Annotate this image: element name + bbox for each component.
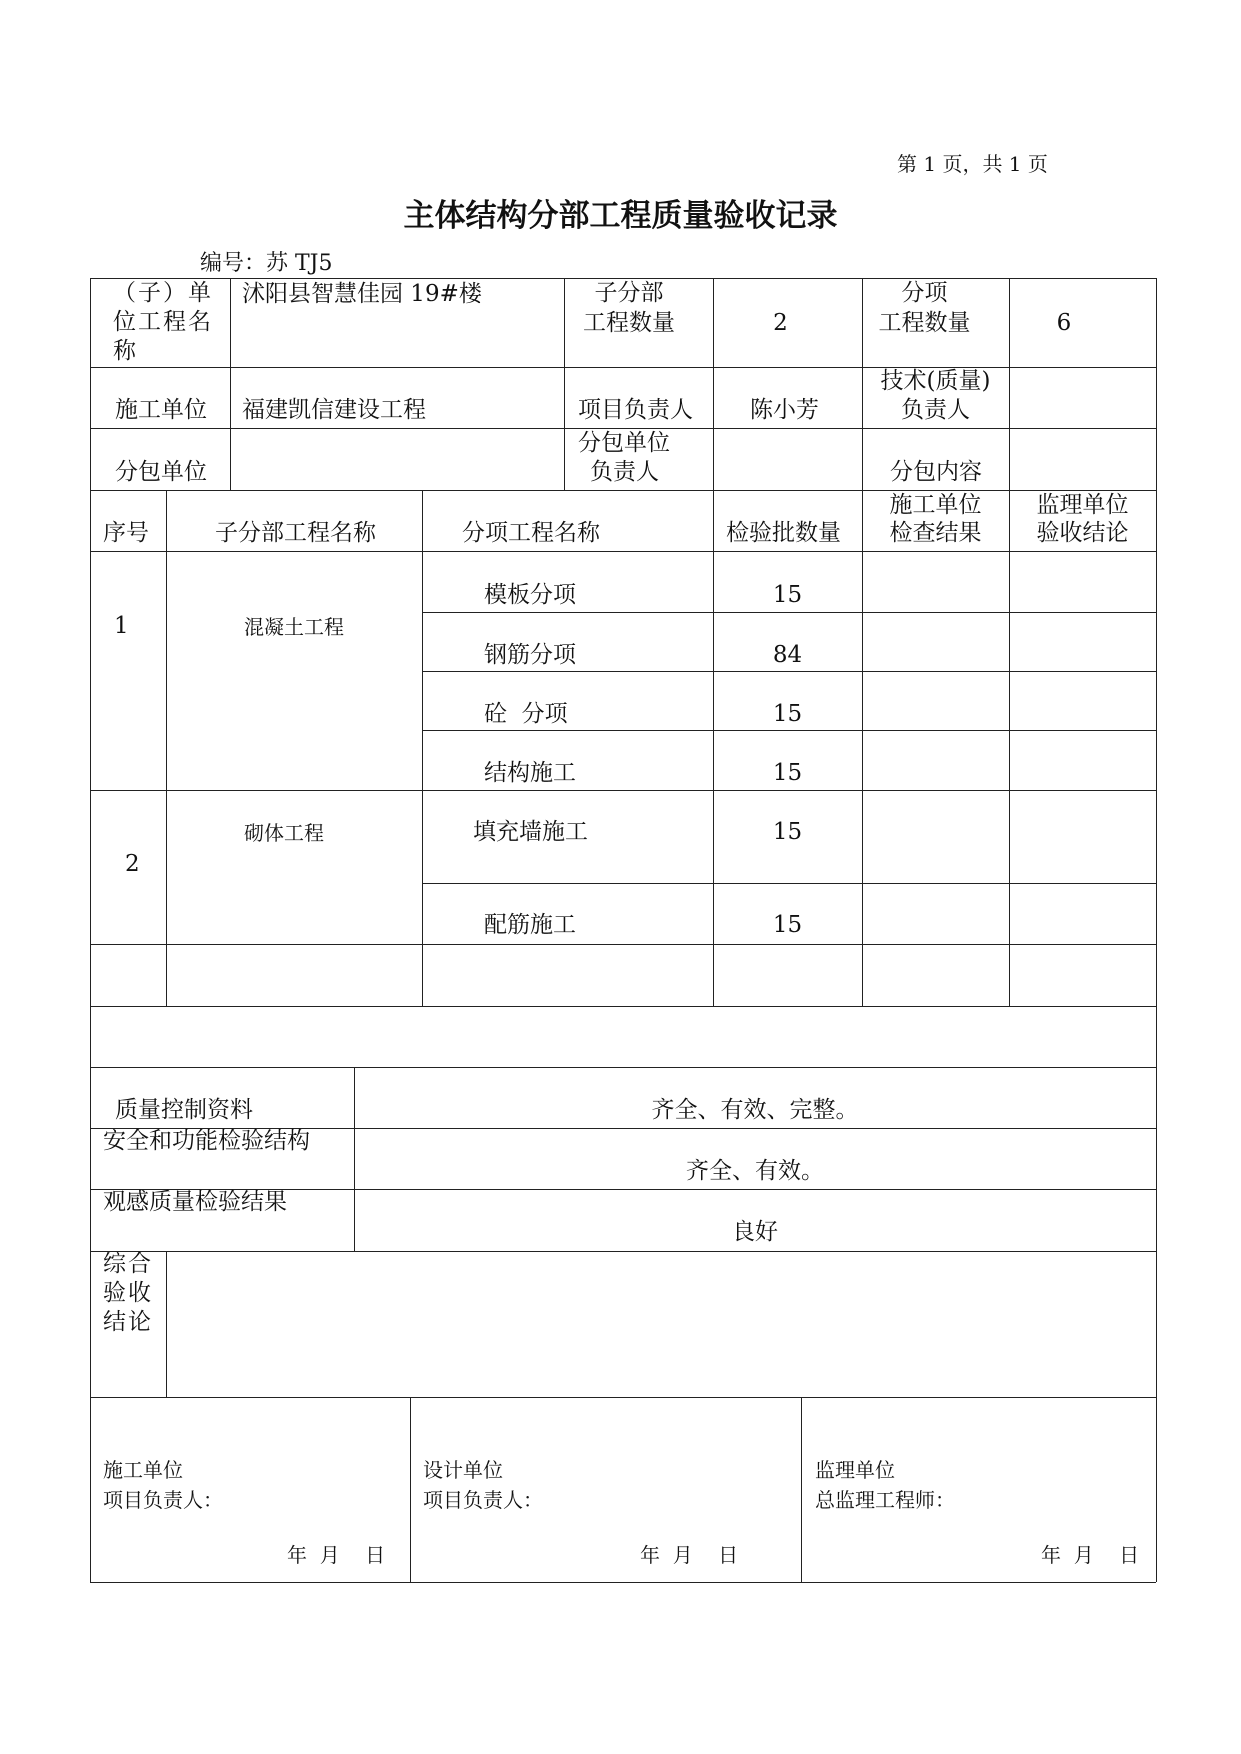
unit-name-label: （子）单位工程名称: [113, 280, 213, 364]
sub-pm-label-line1: 分包单位: [578, 430, 670, 456]
sub-content-label: 分包内容: [890, 459, 982, 485]
sub-division-name: 混凝土工程: [244, 615, 344, 639]
tech-lead-label-line2: 负责人: [901, 397, 970, 423]
item-name: 填充墙施工: [473, 819, 588, 845]
document-number: 编号：苏 TJ5: [200, 251, 333, 276]
item-name: 模板分项: [484, 582, 576, 608]
sub-pm-label-line2: 负责人: [590, 459, 659, 485]
column-header-item: 分项工程名称: [462, 520, 600, 546]
batch-count: 15: [772, 912, 803, 938]
item-count-label-line1: 分项: [901, 280, 948, 306]
project-manager-value: 陈小芳: [750, 397, 819, 423]
overall-conclusion-label: 综合验收结论: [103, 1251, 153, 1335]
tech-lead-label-line1: 技术(质量): [880, 368, 991, 394]
page-indicator: 第 1 页，共 1 页: [897, 152, 1048, 176]
item-name: 钢筋分项: [484, 642, 576, 668]
sub-division-name: 砌体工程: [244, 821, 324, 845]
signature-role: 项目负责人：: [103, 1488, 223, 1512]
item-count-value: 6: [1056, 310, 1072, 336]
signature-org: 设计单位: [423, 1458, 503, 1482]
subcontractor-label: 分包单位: [115, 459, 207, 485]
signature-date: 年 月 日: [287, 1543, 386, 1567]
batch-count: 84: [772, 642, 803, 668]
item-name: 砼 分项: [484, 701, 568, 727]
item-name: 配筋施工: [484, 912, 576, 938]
item-name: 结构施工: [484, 760, 576, 786]
perception-quality-label: 观感质量检验结果: [103, 1189, 287, 1215]
batch-count: 15: [772, 819, 803, 845]
sub-division-count-label-line1: 子分部: [594, 280, 664, 306]
quality-control-value: 齐全、有效、完整。: [651, 1097, 859, 1123]
column-header-check-line1: 施工单位: [889, 492, 982, 518]
group-number: 2: [125, 851, 140, 877]
safety-function-label: 安全和功能检验结构: [103, 1128, 310, 1154]
batch-count: 15: [772, 760, 803, 786]
perception-quality-value: 良好: [732, 1219, 778, 1245]
item-count-label-line2: 工程数量: [878, 310, 971, 336]
unit-name-value: 沭阳县智慧佳园 19#楼: [242, 281, 482, 307]
group-number: 1: [114, 613, 129, 639]
signature-org: 监理单位: [815, 1458, 895, 1482]
safety-function-value: 齐全、有效。: [686, 1158, 824, 1184]
column-header-no: 序号: [103, 520, 149, 546]
signature-date: 年 月 日: [640, 1543, 739, 1567]
column-header-sub-division: 子分部工程名称: [215, 520, 376, 546]
quality-control-label: 质量控制资料: [115, 1097, 253, 1123]
sub-division-count-label-line2: 工程数量: [583, 310, 675, 336]
project-manager-label: 项目负责人: [578, 397, 693, 423]
signature-org: 施工单位: [103, 1458, 183, 1482]
column-header-accept-line1: 监理单位: [1036, 492, 1129, 518]
page-title: 主体结构分部工程质量验收记录: [403, 198, 838, 234]
batch-count: 15: [772, 701, 803, 727]
signature-role: 总监理工程师：: [815, 1488, 955, 1512]
contractor-value: 福建凯信建设工程: [242, 397, 426, 423]
column-header-accept-line2: 验收结论: [1036, 520, 1129, 546]
column-header-batch-count: 检验批数量: [726, 520, 841, 546]
signature-role: 项目负责人：: [423, 1488, 543, 1512]
sub-division-count-value: 2: [773, 310, 788, 336]
column-header-check-line2: 检查结果: [889, 520, 982, 546]
signature-date: 年 月 日: [1041, 1543, 1140, 1567]
contractor-label: 施工单位: [115, 397, 207, 423]
batch-count: 15: [772, 582, 803, 608]
